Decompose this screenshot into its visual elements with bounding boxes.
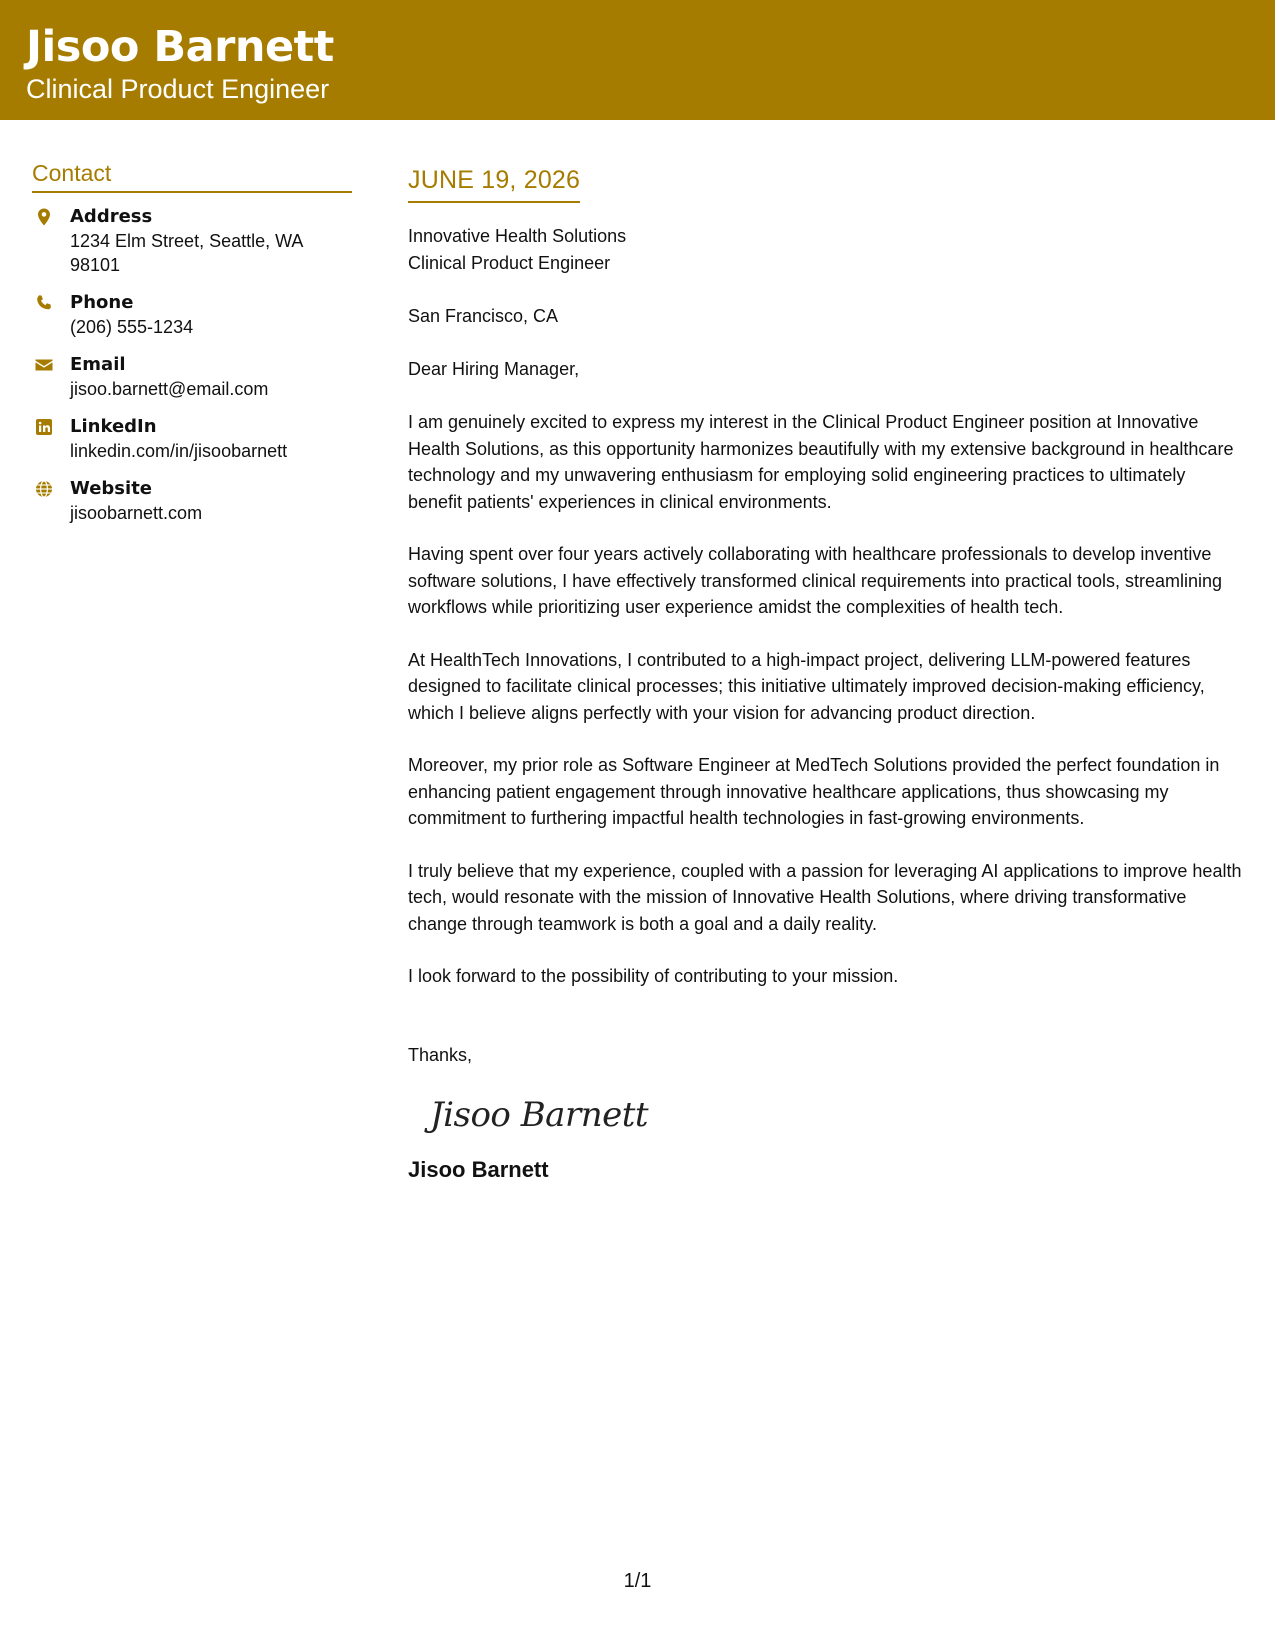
salutation: Dear Hiring Manager,	[408, 359, 580, 379]
contact-label: Phone	[70, 292, 134, 313]
letter-paragraph: At HealthTech Innovations, I contributed to a high-impact project, delivering LLM-powered features designed to facilitate clinical processes; this initiative ultimately improved decision-making efficiency, which I believe aligns perfectly with your vision for advancing product direction.	[408, 649, 1205, 723]
recipient-location: San Francisco, CA	[408, 306, 559, 326]
letter-paragraph: Moreover, my prior role as Software Engineer at MedTech Solutions provided the perfect foundation in enhancing patient engagement through innovative healthcare applications, thus showcasing my commitment to furthering impactful health technologies in fast-growing environments.	[408, 755, 1220, 828]
letter-paragraph: Having spent over four years actively collaborating with healthcare professionals to develop inventive software solutions, I have effectively transformed clinical requirements into practical tools, streamlining workflows while prioritizing user experience amidst the complexities of health tech.	[408, 544, 1223, 617]
handwritten-signature: Jisoo Barnett	[430, 1094, 649, 1135]
header-banner	[0, 0, 1275, 120]
contact-label: LinkedIn	[70, 416, 157, 437]
envelope-icon	[34, 355, 54, 375]
contact-item-phone	[32, 291, 352, 339]
recipient-company: Innovative Health Solutions	[408, 226, 627, 246]
globe-icon	[34, 479, 54, 499]
contact-sidebar	[32, 160, 352, 539]
map-marker-icon	[34, 207, 54, 227]
candidate-title: Clinical Product Engineer	[26, 74, 330, 104]
letter-paragraph: I look forward to the possibility of contributing to your mission.	[408, 966, 899, 986]
candidate-name: Jisoo Barnett	[26, 22, 334, 72]
letter-paragraph: I truly believe that my experience, coupled with a passion for leveraging AI applications to improve health tech, would resonate with the mission of Innovative Health Solutions, where driving transformative change through teamwork is both a goal and a daily reality.	[408, 860, 1242, 934]
email-value: jisoo.barnett@email.com	[70, 379, 269, 399]
contact-item-email	[32, 353, 352, 401]
contact-item-address	[32, 205, 352, 277]
linkedin-value: linkedin.com/in/jisoobarnett	[70, 441, 288, 461]
closing: Thanks,	[408, 1044, 473, 1065]
contact-item-linkedin	[32, 415, 352, 463]
recipient-block	[408, 223, 1248, 277]
contact-item-website	[32, 477, 352, 525]
website-value: jisoobarnett.com	[70, 503, 203, 523]
page-number: 1/1	[623, 1570, 652, 1592]
contact-heading: Contact	[32, 160, 352, 193]
linkedin-icon	[34, 417, 54, 437]
signer-name: Jisoo Barnett	[408, 1156, 549, 1182]
contact-label: Address	[70, 206, 153, 227]
recipient-position: Clinical Product Engineer	[408, 253, 611, 273]
address-value: 1234 Elm Street, Seattle, WA 98101	[70, 231, 303, 275]
phone-icon	[34, 293, 54, 313]
letter-body	[408, 166, 1248, 1183]
contact-label: Email	[70, 354, 126, 375]
contact-label: Website	[70, 478, 153, 499]
letter-date: JUNE 19, 2026	[408, 166, 580, 203]
phone-value: (206) 555-1234	[70, 317, 194, 337]
letter-paragraph: I am genuinely excited to express my interest in the Clinical Product Engineer position at Innovative Health Solutions, as this opportunity harmonizes beautifully with my extensive background in healthcare technology and my unwavering enthusiasm for employing solid engineering practices to ultimately benefit patients' experiences in clinical environments.	[408, 412, 1234, 512]
